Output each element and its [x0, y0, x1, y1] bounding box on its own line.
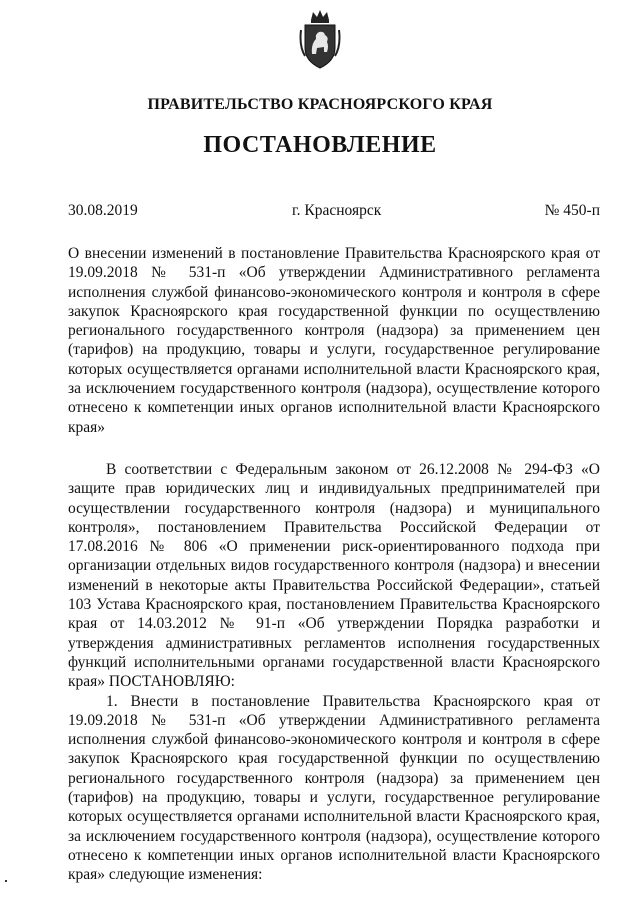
item-1-paragraph: 1. Внести в постановление Правительства Красноярского края от 19.09.2018 № 531-п «Об утверждении Административного регламента исполнения службой финансово-экономического контроля и контроля в сфере закупок Красноярского края государственной функции по осуществлению регионального государственного контроля (надзора) за применением цен (тарифов) на продукцию, товары и услуги, государственное регулирование которых осуществляется органами исполнительной власти Красноярского края, за исключением государственного контроля (надзора), осуществление которого отнесено к компетенции иных органов исполнительной власти Красноярского края» следующие изменения:	[68, 692, 600, 884]
preamble-paragraph: В соответствии с Федеральным законом от 26.12.2008 № 294-ФЗ «О защите прав юридических лиц и индивидуальных предпринимателей при осуществлении государственного контроля (надзора) и муниципального контроля», постановлением Правительства Российской Федерации от 17.08.2016 № 806 «О применении риск-ориентированного подхода при организации отдельных видов государственного контроля (надзора) и внесении изменений в некоторые акты Правительства Российской Федерации», статьей 103 Устава Красноярского края, постановлением Правительства Красноярского края от 14.03.2012 № 91-п «Об утверждении Порядка разработки и утверждения административных регламентов исполнения государственных функций исполнительными органами государственной власти Красноярского края» ПОСТАНОВЛЯЮ:	[68, 461, 600, 691]
document-type: ПОСТАНОВЛЕНИЕ	[203, 132, 437, 158]
government-title: ПРАВИТЕЛЬСТВО КРАСНОЯРСКОГО КРАЯ	[147, 96, 493, 113]
document-city: г. Красноярск	[292, 202, 382, 219]
document-meta	[68, 202, 600, 222]
document-body	[68, 460, 600, 885]
coat-of-arms-icon	[298, 6, 342, 72]
document-number: № 450-п	[544, 202, 600, 219]
document-subject: О внесении изменений в постановление Правительства Красноярского края от 19.09.2018 № 531-п «Об утверждении Административного регламента исполнения службой финансово-экономического контроля и контроля в сфере закупок Красноярского края государственной функции по осуществлению регионального государственного контроля (надзора) за применением цен (тарифов) на продукцию, товары и услуги, государственное регулирование которых осуществляется органами исполнительной власти Красноярского края, за исключением государственного контроля (надзора), осуществление которого отнесено к компетенции иных органов исполнительной власти Красноярского края»	[68, 245, 600, 436]
document-date: 30.08.2019	[68, 202, 138, 219]
scan-speck	[5, 880, 7, 882]
